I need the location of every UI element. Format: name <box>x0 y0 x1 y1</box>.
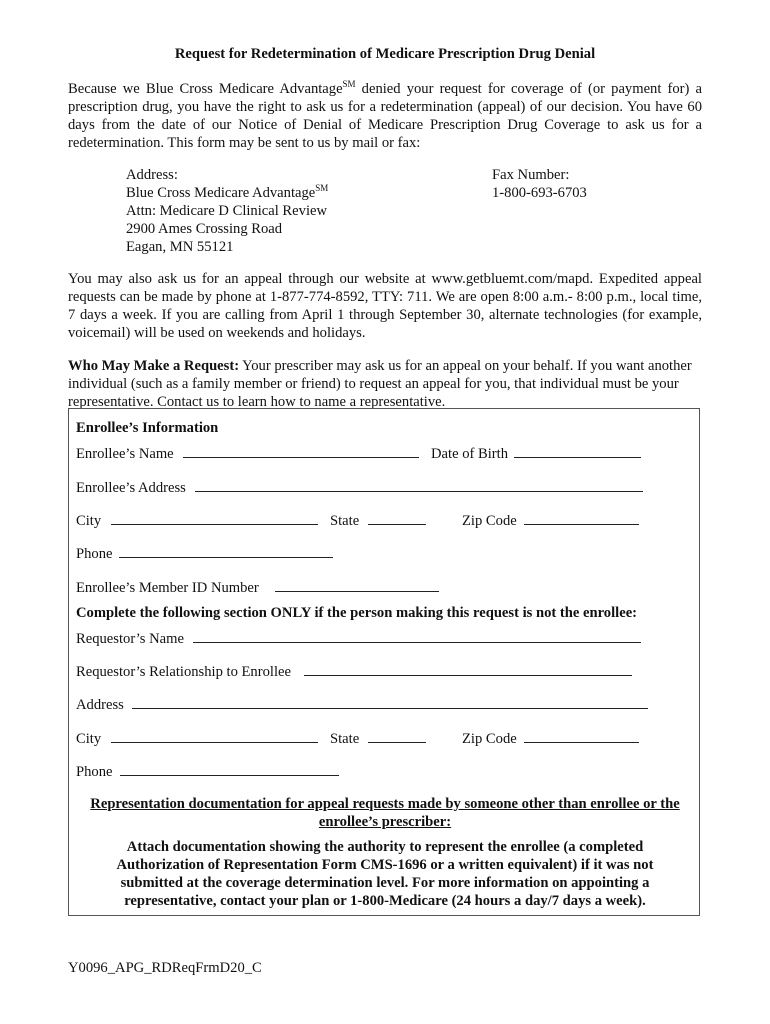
phone-label: Phone <box>76 546 113 562</box>
enrollee-section-heading: Enrollee’s Information <box>76 420 219 436</box>
requestor-name-label: Requestor’s Name <box>76 631 184 647</box>
who-may-request-paragraph <box>68 357 702 411</box>
fax-number: 1-800-693-6703 <box>492 185 587 201</box>
attach-documentation-text: Attach documentation showing the authority to represent the enrollee (a completed Authorization of Representation Form CMS-1696 or a written equivalent) if it was not submitted at the coverage determination level. For more information on appointing a representative, contact your plan or 1-800-Medicare (24 hours a day/7 days a week). <box>116 839 654 909</box>
requestor-address-field[interactable] <box>132 696 648 709</box>
state-field[interactable] <box>368 512 426 525</box>
requestor-phone-field[interactable] <box>120 763 339 776</box>
intro-paragraph <box>68 80 702 152</box>
requestor-state-field[interactable] <box>368 730 426 743</box>
zip-code-label: Zip Code <box>462 513 517 529</box>
member-id-field[interactable] <box>275 579 439 592</box>
date-of-birth-label: Date of Birth <box>431 446 509 462</box>
requestor-city-field[interactable] <box>111 730 318 743</box>
intro-text-rest: denied your request for coverage of (or payment for) a prescription drug, you have the right to ask us for a redetermination (appeal) of our decision. You have 60 days from the date of our Notice of Denial of Medicare Prescription Drug Coverage to ask us for a redetermination. This form may be sent to us by mail or fax: <box>68 81 702 151</box>
address-line-1 <box>126 184 328 202</box>
address-line-4: Eagan, MN 55121 <box>126 239 234 255</box>
service-mark: SM <box>342 79 356 89</box>
fax-heading: Fax Number: <box>492 167 570 183</box>
phone-field[interactable] <box>119 545 333 558</box>
member-id-label: Enrollee’s Member ID Number <box>76 580 259 596</box>
requestor-phone-label: Phone <box>76 764 113 780</box>
who-may-request-heading: Who May Make a Request: <box>68 358 240 374</box>
date-of-birth-field[interactable] <box>514 445 641 458</box>
enrollee-name-label: Enrollee’s Name <box>76 446 174 462</box>
enrollee-address-field[interactable] <box>195 479 643 492</box>
requestor-address-label: Address <box>76 697 124 713</box>
city-label: City <box>76 513 102 529</box>
requestor-section-heading: Complete the following section ONLY if the person making this request is not the enrollee: <box>76 605 638 621</box>
address-heading: Address: <box>126 167 178 183</box>
fax-info <box>492 166 587 202</box>
relationship-label: Requestor’s Relationship to Enrollee <box>76 664 291 680</box>
intro-text-start: Because we Blue Cross Medicare Advantage <box>68 81 343 97</box>
enrollee-address-label: Enrollee’s Address <box>76 480 186 496</box>
address-line-2: Attn: Medicare D Clinical Review <box>126 203 328 219</box>
representation-heading-line-1: Representation documentation for appeal requests made by someone other than enrollee or the <box>90 796 680 812</box>
enrollee-name-field[interactable] <box>183 445 419 458</box>
relationship-field[interactable] <box>304 663 632 676</box>
city-field[interactable] <box>111 512 318 525</box>
representation-heading-line-2: enrollee’s prescriber: <box>318 814 452 830</box>
enrollee-form-box <box>68 408 700 916</box>
form-code: Y0096_APG_RDReqFrmD20_C <box>68 960 262 976</box>
state-label: State <box>330 513 360 529</box>
website-paragraph: You may also ask us for an appeal through our website at www.getbluemt.com/mapd. Expedited appeal requests can be made by phone at 1-877-774-8592, TTY: 711. We are open 8:00 a.m.- 8:00 p.m., local time, 7 days a week. If you are calling from April 1 through September 30, alternate technologies (for example, voicemail) will be used on weekends and holidays. <box>68 271 702 341</box>
page-title: Request for Redetermination of Medicare Prescription Drug Denial <box>174 46 596 62</box>
requestor-name-field[interactable] <box>193 630 641 643</box>
requestor-state-label: State <box>330 731 360 747</box>
requestor-city-label: City <box>76 731 102 747</box>
who-may-request-text: Your prescriber may ask us for an appeal on your behalf. If you want another individual (such as a family member or friend) to request an appeal for you, that individual must be your representative. Contact us to learn how to name a representative. <box>68 358 692 410</box>
address-org-name: Blue Cross Medicare Advantage <box>126 185 316 201</box>
requestor-zip-code-label: Zip Code <box>462 731 517 747</box>
address-line-3: 2900 Ames Crossing Road <box>126 221 283 237</box>
zip-code-field[interactable] <box>524 512 639 525</box>
requestor-zip-code-field[interactable] <box>524 730 639 743</box>
representation-heading <box>69 795 701 831</box>
service-mark: SM <box>315 183 329 193</box>
mailing-address <box>126 166 328 256</box>
